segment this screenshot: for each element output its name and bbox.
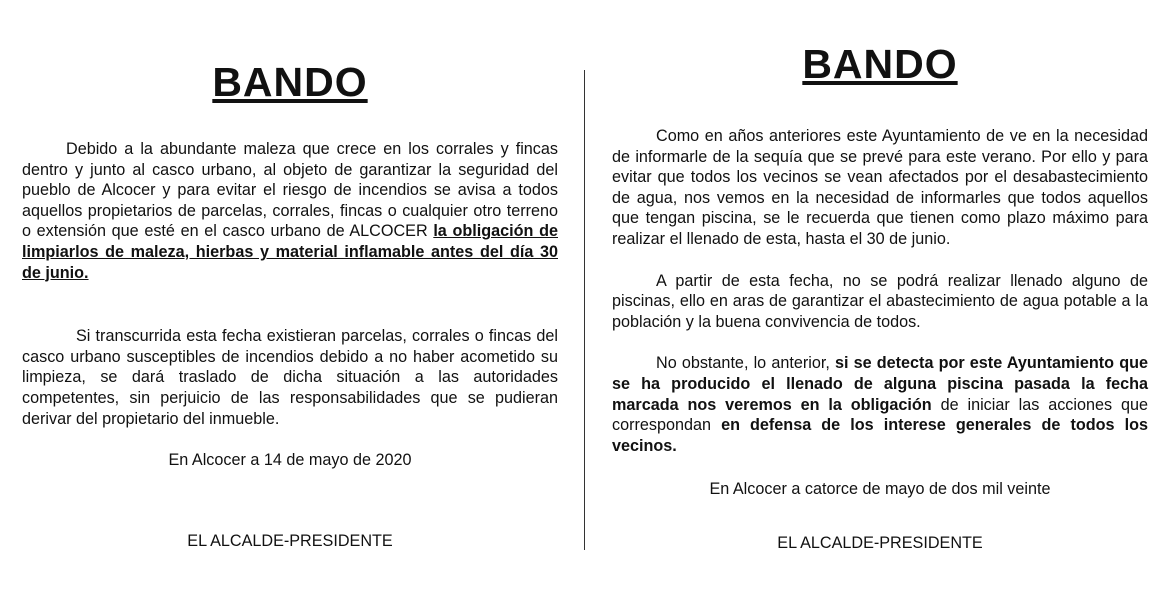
right-paragraph-3 bbox=[612, 353, 1148, 456]
right-paragraph-3-text-b: de iniciar las acciones que correspondan bbox=[612, 395, 1148, 435]
left-paragraph-1-text: Debido a la abundante maleza que crece en los corrales y fincas dentro y junto al casco urbano, al objeto de garantizar la seguridad del pueblo de Alcocer y para evitar el riesgo de incendios se avisa a todos aquellos propietarios de parcelas, corrales, fincas o cualquier otro terreno o extensión que esté en el casco urbano de ALCOCER bbox=[22, 140, 558, 241]
left-paragraph-2: Si transcurrida esta fecha existieran parcelas, corrales o fincas del casco urbano susceptibles de incendios debido a no haber acometido su limpieza, se dará traslado de dicha situación a las autoridades competentes, sin perjuicio de las responsabilidades que se pudieran derivar del propietario del inmueble. bbox=[22, 327, 558, 428]
left-title: BANDO bbox=[212, 59, 368, 105]
right-notice bbox=[612, 0, 1148, 553]
right-paragraph-3-bold-a: si se detecta por este Ayuntamiento que se ha producido el llenado de alguna piscina pasada la fecha marcada nos veremos en la obligación bbox=[612, 354, 1148, 414]
left-date: En Alcocer a 14 de mayo de 2020 bbox=[168, 451, 412, 470]
right-signature: EL ALCALDE-PRESIDENTE bbox=[777, 534, 983, 553]
left-signature: EL ALCALDE-PRESIDENTE bbox=[187, 532, 393, 551]
right-date: En Alcocer a catorce de mayo de dos mil veinte bbox=[709, 480, 1051, 499]
left-paragraph-1 bbox=[22, 139, 558, 283]
right-paragraph-1: Como en años anteriores este Ayuntamiento de ve en la necesidad de informarle de la sequía que se prevé para este verano. Por ello y para evitar que todos los vecinos se vean afectados por el desabastecimiento de agua, nos vemos en la necesidad de informarles que todos aquellos que tengan piscina, se le recuerda que tienen como plazo máximo para realizar el llenado de esta, hasta el 30 de junio. bbox=[612, 127, 1148, 248]
left-paragraph-1-emphasis: la obligación de limpiarlos de maleza, hierbas y material inflamable antes del día 30 de junio. bbox=[22, 222, 558, 282]
right-paragraph-3-bold-b: en defensa de los interese generales de todos los vecinos. bbox=[612, 416, 1148, 455]
right-paragraph-2: A partir de esta fecha, no se podrá realizar llenado alguno de piscinas, ello en aras de garantizar el abastecimiento de agua potable a la población y la buena convivencia de todos. bbox=[612, 271, 1148, 331]
right-title: BANDO bbox=[802, 41, 958, 87]
right-paragraph-3-text-a: No obstante, lo anterior, bbox=[656, 354, 835, 373]
left-notice bbox=[22, 0, 558, 551]
column-divider bbox=[584, 70, 585, 550]
